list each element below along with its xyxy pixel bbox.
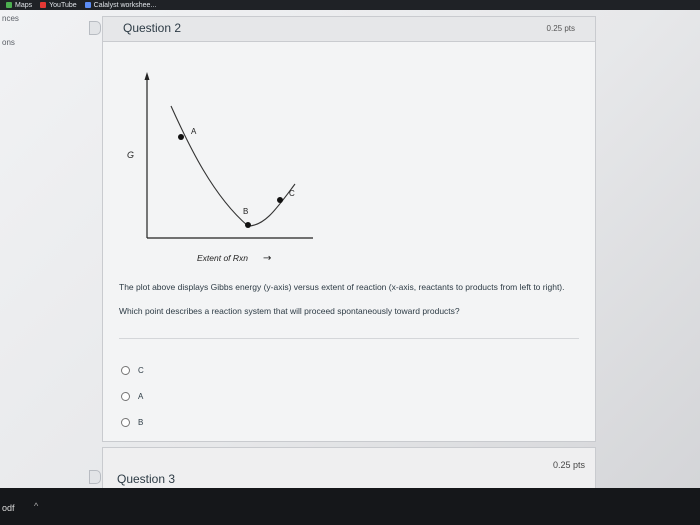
question-points: 0.25 pts — [546, 24, 575, 33]
question-prompt: Which point describes a reaction system that will proceed spontaneously toward products? — [119, 306, 460, 316]
answer-label: A — [138, 391, 144, 401]
question-body — [103, 42, 595, 442]
point-b-marker — [245, 222, 251, 228]
bookmark-label: YouTube — [49, 1, 77, 9]
question-title: Question 2 — [123, 21, 182, 35]
maps-icon — [6, 2, 12, 8]
radio-button[interactable] — [121, 366, 130, 375]
point-c-marker — [277, 197, 283, 203]
taskbar — [0, 488, 700, 525]
flag-icon[interactable] — [89, 470, 101, 484]
document-icon — [85, 2, 91, 8]
bookmark-youtube[interactable] — [40, 2, 77, 9]
gibbs-curve — [171, 106, 295, 226]
question-header — [103, 17, 595, 42]
point-a-marker — [178, 134, 184, 140]
answer-options — [121, 357, 144, 435]
bookmark-maps[interactable] — [6, 2, 32, 9]
question-text — [119, 280, 574, 328]
question-description: The plot above displays Gibbs energy (y-axis) versus extent of reaction (x-axis, reactants to products from left to right). — [119, 282, 565, 292]
quiz-page — [0, 10, 700, 488]
point-b-label: B — [243, 207, 249, 216]
point-a-label: A — [191, 127, 197, 136]
radio-button[interactable] — [121, 418, 130, 427]
answer-option-c[interactable] — [121, 357, 144, 383]
y-axis-arrow — [145, 72, 150, 80]
question-2-card — [102, 16, 596, 442]
x-axis-arrow-icon: → — [263, 253, 272, 264]
x-axis-label: Extent of Rxn — [197, 253, 249, 263]
answer-label: C — [138, 365, 144, 375]
y-axis-label: G — [127, 150, 135, 160]
question-title: Question 3 — [117, 472, 176, 486]
bookmark-label: Maps — [15, 1, 33, 9]
question-points: 0.25 pts — [552, 460, 585, 470]
answer-label: B — [138, 417, 144, 427]
bookmarks-bar — [0, 0, 700, 10]
bookmark-catalyst[interactable] — [85, 2, 157, 9]
answer-option-b[interactable] — [121, 409, 144, 435]
course-nav — [0, 10, 60, 488]
chevron-up-icon[interactable]: ^ — [34, 501, 39, 511]
nav-item-options[interactable]: ons — [2, 38, 15, 47]
nav-item-references[interactable]: nces — [2, 14, 19, 23]
bookmark-label: Calalyst workshee... — [93, 1, 157, 9]
answer-option-a[interactable] — [121, 383, 144, 409]
divider — [119, 338, 579, 339]
download-file-name[interactable]: odf — [2, 503, 15, 513]
radio-button[interactable] — [121, 392, 130, 401]
point-c-label: C — [289, 189, 295, 198]
gibbs-energy-plot — [123, 48, 323, 278]
flag-icon[interactable] — [89, 21, 101, 35]
youtube-icon — [40, 2, 46, 8]
